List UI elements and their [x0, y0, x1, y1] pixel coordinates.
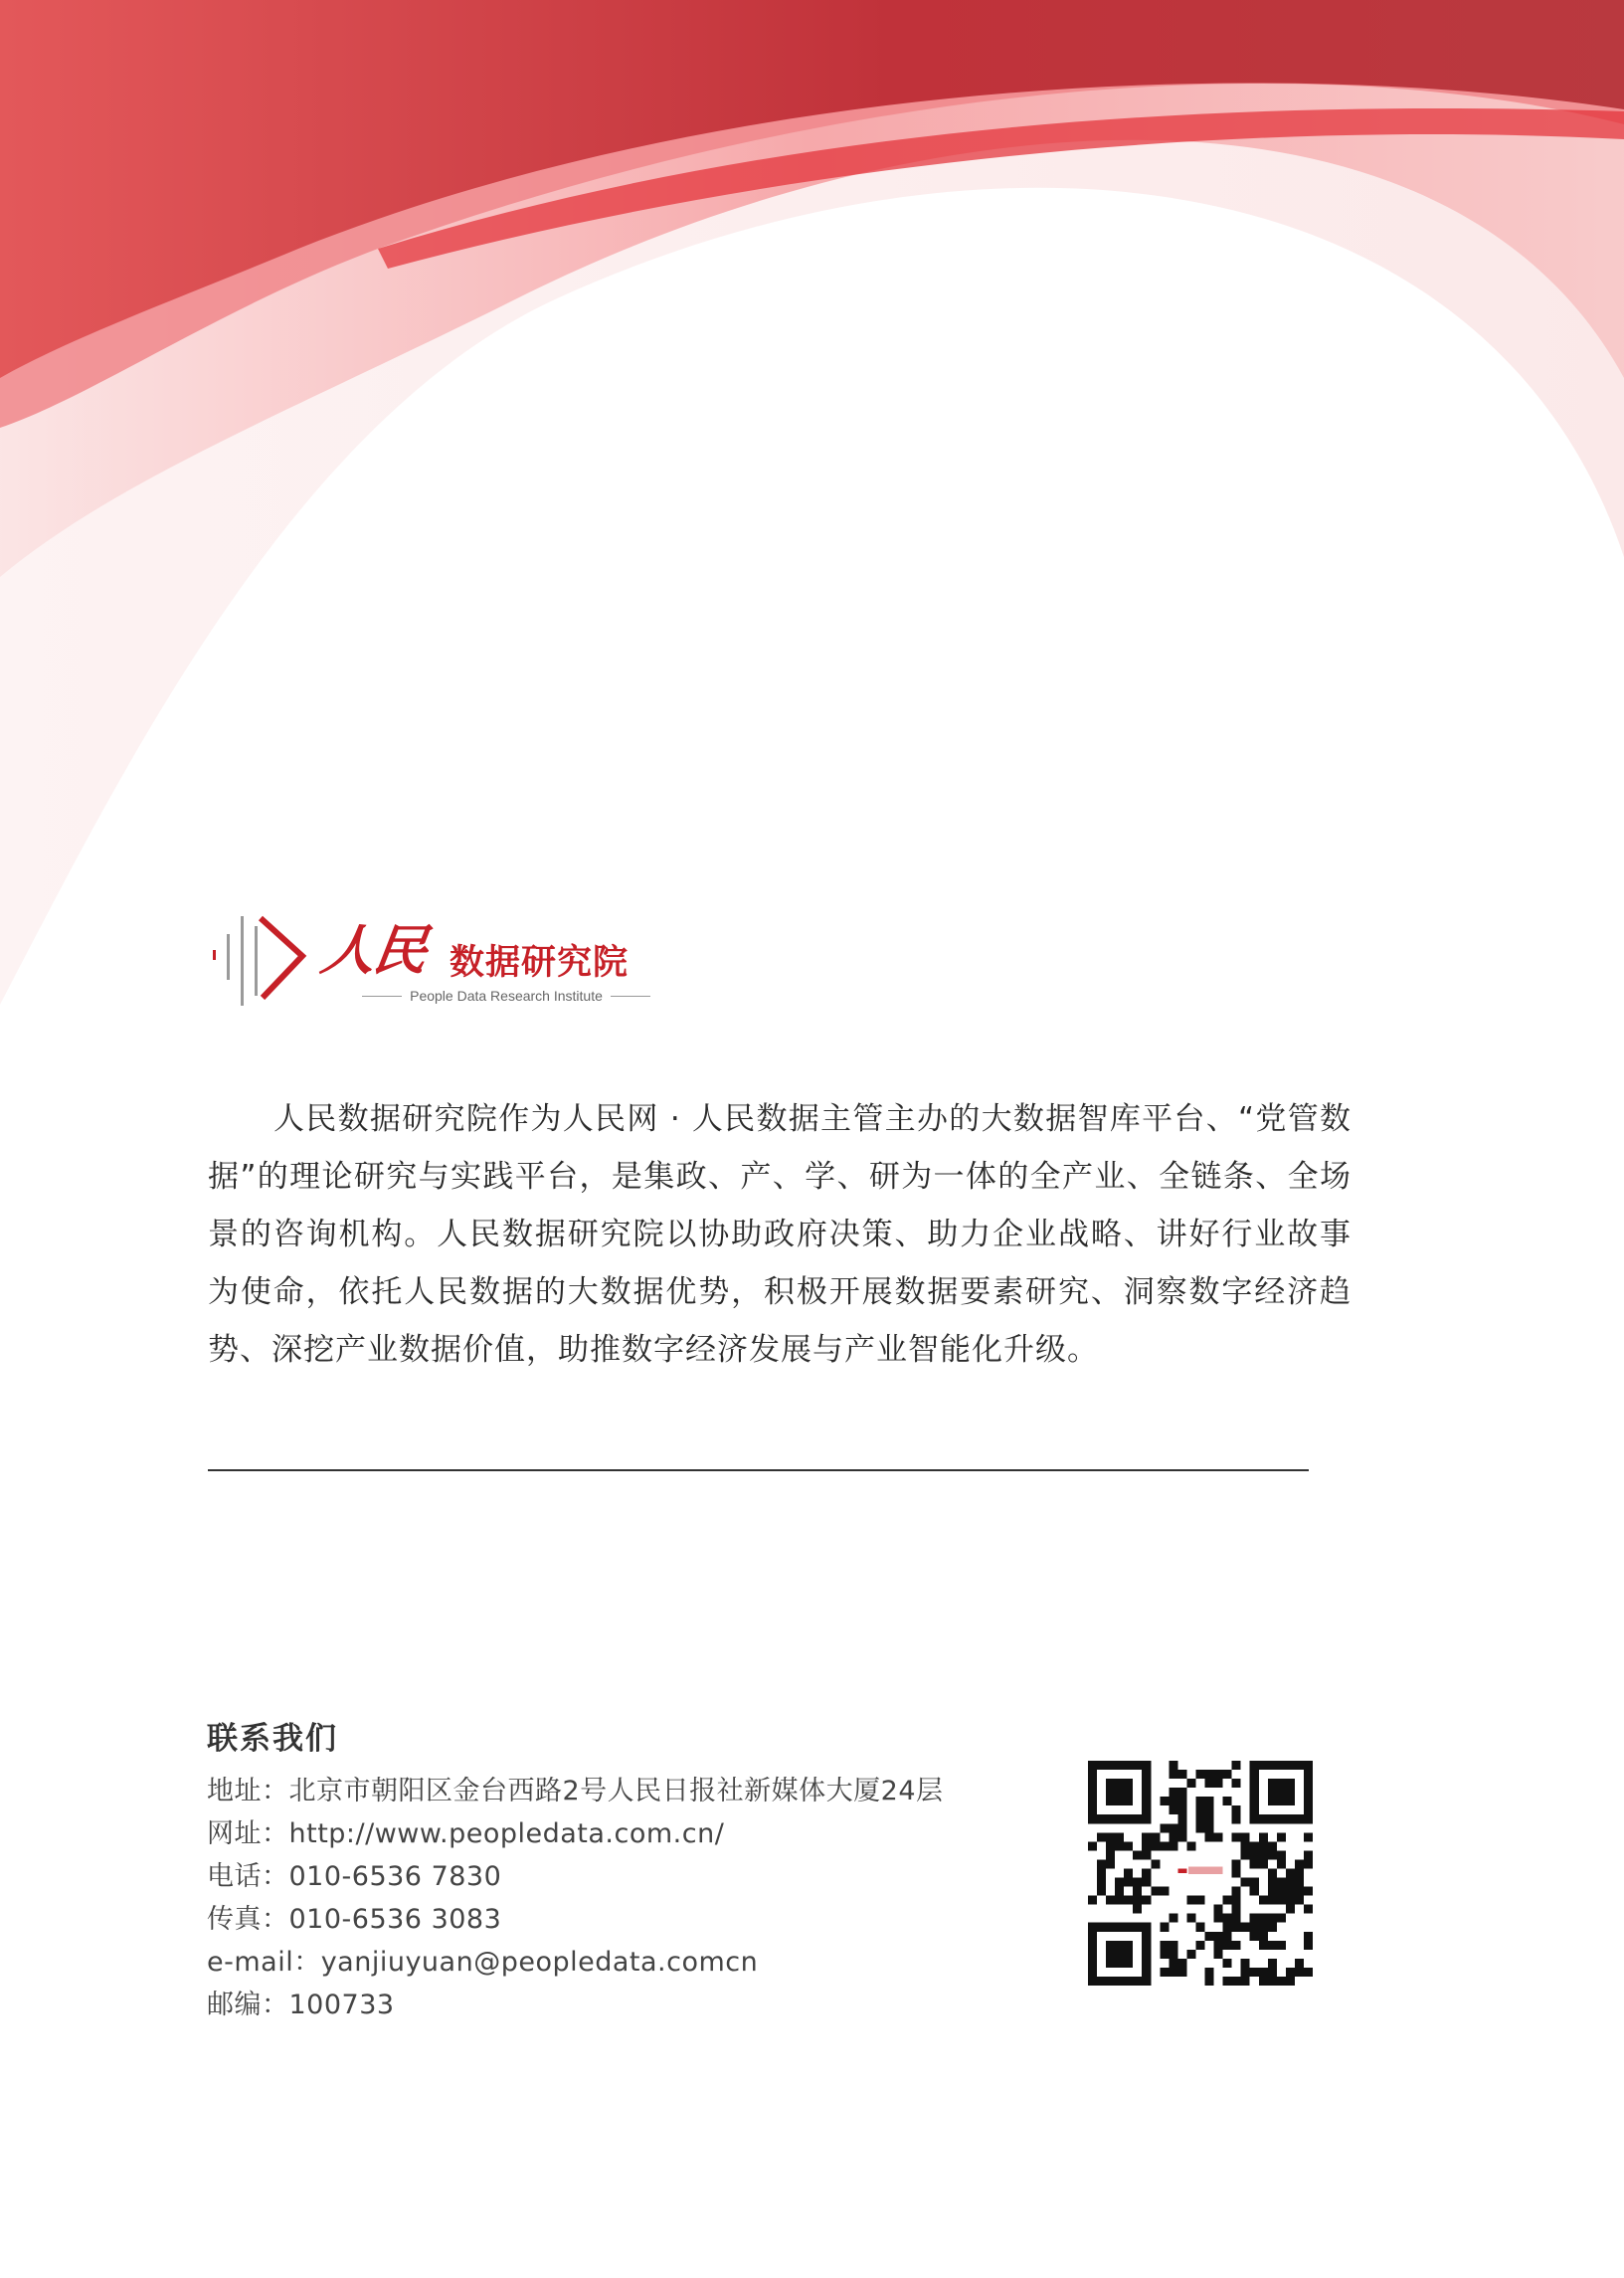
contact-fax: 传真：010-6536 3083 [207, 1904, 502, 1935]
contact-title: 联系我们 [207, 1721, 338, 1757]
contact-phone: 电话：010-6536 7830 [207, 1861, 502, 1892]
logo-mark-icon [205, 904, 312, 1010]
contact-website[interactable]: 网址：http://www.peopledata.com.cn/ [207, 1818, 725, 1849]
contact-list [207, 1770, 944, 2026]
logo-name-renmin: 人民 [317, 918, 431, 982]
logo-english-name: People Data Research Institute [362, 988, 650, 1004]
contact-email[interactable]: e-mail：yanjiuyuan@peopledata.comcn [207, 1947, 759, 1978]
institute-logo [205, 898, 662, 1008]
decorative-red-waves [0, 0, 1624, 1044]
intro-paragraph: 人民数据研究院作为人民网 · 人民数据主管主办的大数据智库平台、“党管数据”的理论研究与实践平台，是集政、产、学、研为一体的全产业、全链条、全场景的咨询机构。人民数据研究院以协助政府决策、助力企业战略、讲好行业故事为使命，依托人民数据的大数据优势，积极开展数据要素研究、洞察数字经济趋势、深挖产业数据价值，助推数字经济发展与产业智能化升级。 [208, 1101, 1352, 1368]
contact-address: 地址：北京市朝阳区金台西路2号人民日报社新媒体大厦24层 [207, 1776, 944, 1806]
qr-code-icon [1088, 1761, 1313, 1986]
divider-line [208, 1469, 1309, 1471]
contact-postcode: 邮编：100733 [207, 1990, 395, 2020]
logo-name-institute: 数据研究院 [450, 943, 630, 983]
